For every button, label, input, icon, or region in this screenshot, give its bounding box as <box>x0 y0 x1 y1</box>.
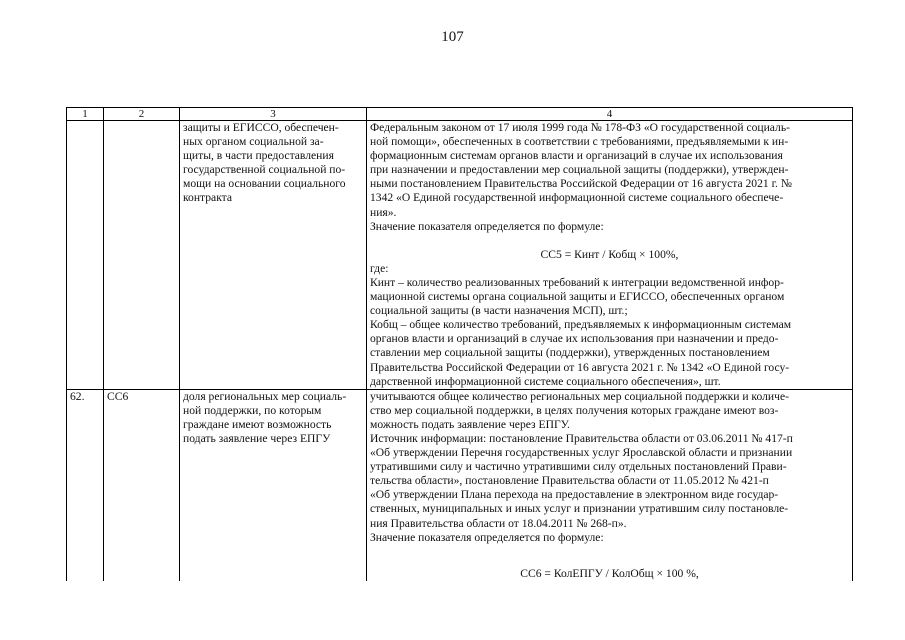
text-line: ной помощи», обеспеченных в соответствии с требованиями, предъявляемыми к ин- <box>370 135 789 149</box>
text-line: органов власти и организаций в случае их использования при назначении и предо- <box>370 332 779 346</box>
text-line: защиты и ЕГИССО, обеспечен- <box>183 121 339 134</box>
text-line: формационным системам органов власти и организаций в случае их использования <box>370 149 783 163</box>
where-label: где: <box>370 261 389 275</box>
row2-methodology <box>367 389 853 581</box>
text-line: 1342 «О Единой государственной информационной системе социального обеспече- <box>370 191 784 205</box>
text-line: утратившими силу и частично утратившими силу отдельных постановлений Прави- <box>370 460 787 474</box>
text-line: при назначении и предоставлении мер социальной защиты (поддержки), утвержден- <box>370 163 789 177</box>
row2-number: 62. <box>67 389 104 581</box>
text-line: «Об утверждении Плана перехода на предоставление в электронном виде государ- <box>370 488 779 502</box>
header-col-2: 2 <box>104 108 180 121</box>
text-line: ния». <box>370 205 397 219</box>
table-header-row <box>67 108 853 121</box>
row2-indicator-name <box>180 389 367 581</box>
text-line: ставлении мер социальной защиты (поддержки), утвержденных постановлением <box>370 346 770 360</box>
table-row <box>67 121 853 390</box>
text-line: Кинт – количество реализованных требований к интеграции ведомственной инфор- <box>370 275 784 289</box>
header-col-1: 1 <box>67 108 104 121</box>
text-line: щиты, в части предоставления <box>183 149 334 163</box>
text-line: можность подать заявление через ЕПГУ. <box>370 417 570 431</box>
text-line: доля региональных мер социаль- <box>183 389 347 403</box>
text-line: Значение показателя определяется по формуле: <box>370 219 604 233</box>
text-line: ными постановлением Правительства Российской Федерации от 16 августа 2021 г. № <box>370 177 792 191</box>
row1-number <box>67 121 104 390</box>
text-line: ственных, муниципальных и иных услуг и признании утратившим силу постановле- <box>370 502 789 516</box>
row2-code: СС6 <box>104 389 180 581</box>
row1-code <box>104 121 180 390</box>
text-line: государственной социальной по- <box>183 163 346 177</box>
text-line: Кобщ – общее количество требований, предъявляемых к информационным системам <box>370 318 792 332</box>
text-line: ния Правительства области от 18.04.2011 № 268-п». <box>370 516 627 530</box>
indicator-table <box>66 107 853 581</box>
text-line: граждане имеют возможность <box>183 417 332 431</box>
text-line: Правительства Российской Федерации от 16 августа 2021 г. № 1342 «О Единой госу- <box>370 360 790 374</box>
text-line: Федеральным законом от 17 июля 1999 года № 178-ФЗ «О государственной социаль- <box>370 121 790 134</box>
formula-cc5: СС5 = Кинт / Кобщ × 100%, <box>540 247 679 261</box>
row1-indicator-name <box>180 121 367 390</box>
text-line: социальной защиты (в части назначения МСП), шт.; <box>370 304 628 318</box>
text-line: тельства области», постановление Правительства области от 11.05.2012 № 421-п <box>370 474 769 488</box>
text-line: ство мер социальной поддержки, в целях получения которых граждане имеют воз- <box>370 403 779 417</box>
text-line: Источник информации: постановление Правительства области от 03.06.2011 № 417-п <box>370 431 793 445</box>
header-col-3: 3 <box>180 108 367 121</box>
text-line: мационной системы органа социальной защиты и ЕГИССО, обеспеченных органом <box>370 290 785 304</box>
text-line: учитываются общее количество региональных мер социальной поддержки и количе- <box>370 389 789 403</box>
text-line: мощи на основании социального <box>183 177 346 191</box>
formula-cc6: СС6 = КолЕПГУ / КолОбщ × 100 %, <box>520 566 699 580</box>
header-col-4: 4 <box>367 108 853 121</box>
page-number: 107 <box>441 29 464 45</box>
text-line: контракта <box>183 191 233 205</box>
text-line: подать заявление через ЕПГУ <box>183 431 331 445</box>
text-line: дарственной информационной системе социального обеспечения», шт. <box>370 374 721 388</box>
row1-methodology <box>367 121 853 390</box>
text-line: «Об утверждении Перечня государственных услуг Ярославской области и признании <box>370 446 793 460</box>
text-line: Значение показателя определяется по формуле: <box>370 530 604 544</box>
text-line: ных органом социальной за- <box>183 135 324 149</box>
table-row <box>67 389 853 581</box>
text-line: ной поддержки, по которым <box>183 403 322 417</box>
